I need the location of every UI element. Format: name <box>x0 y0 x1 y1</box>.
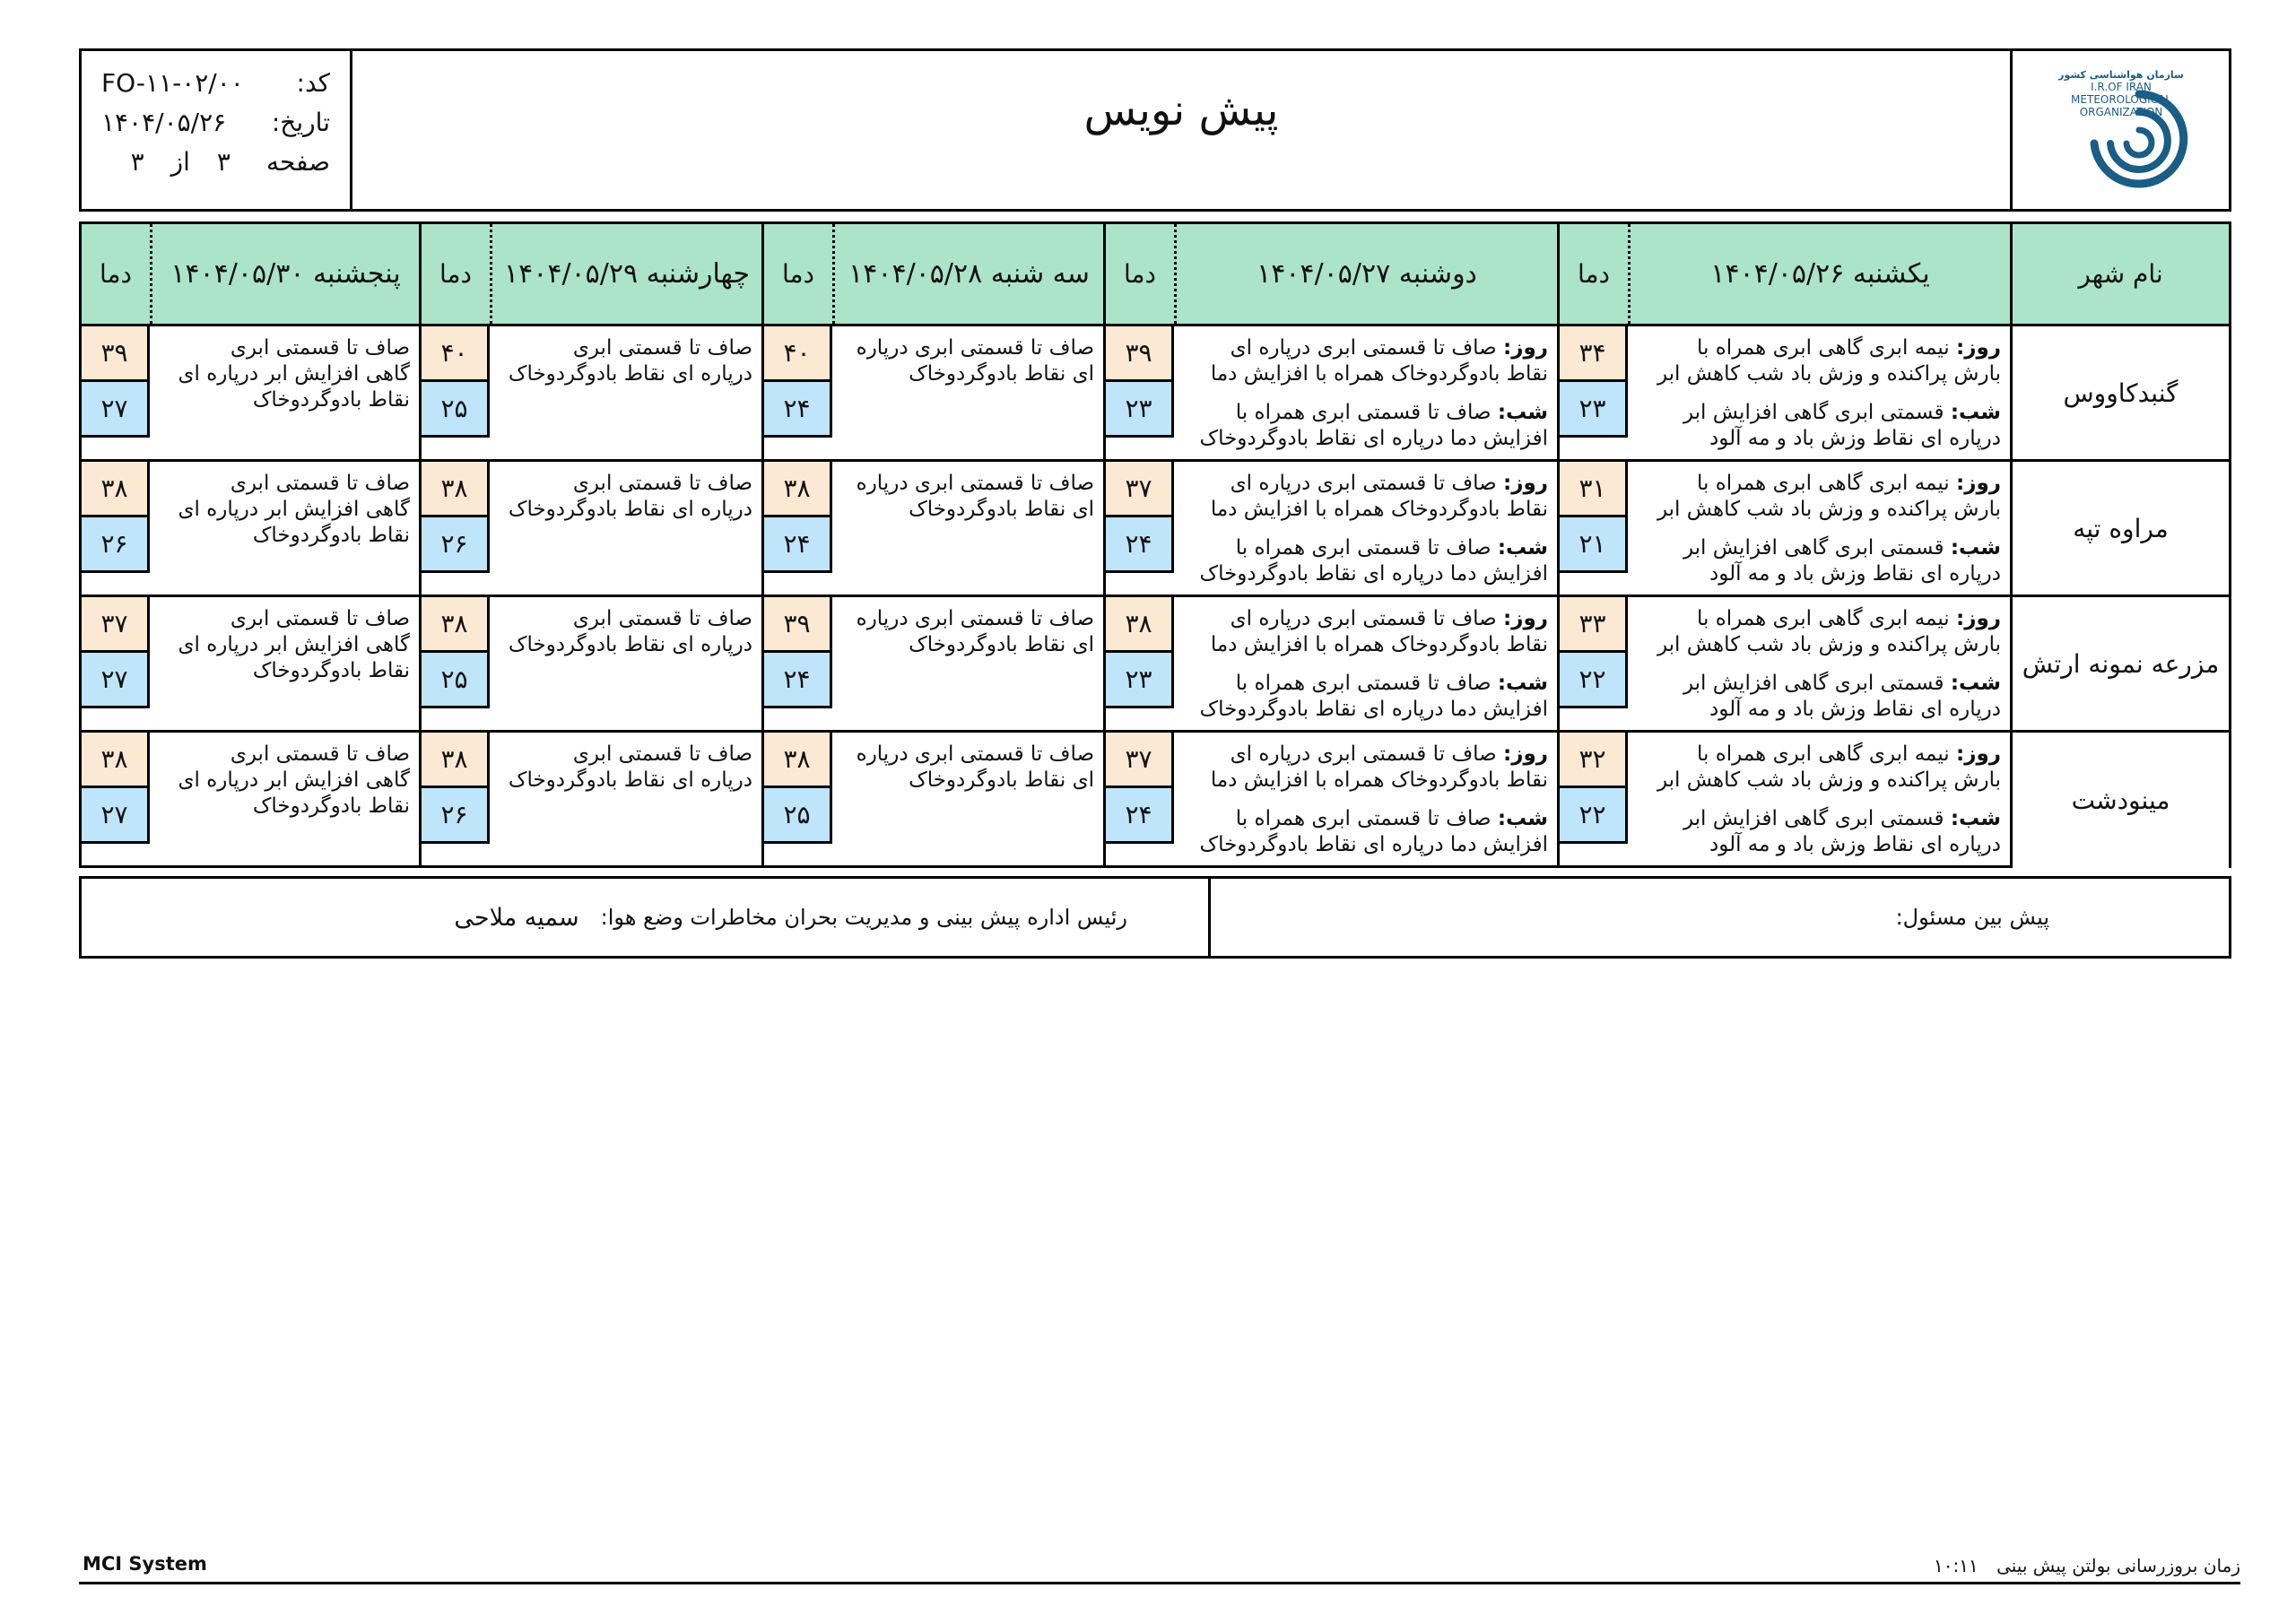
night-text-1: صاف تا قسمتی ابری همراه با <box>1235 807 1492 830</box>
forecast-cell-day-4 <box>419 462 761 595</box>
day-name-1: یکشنبه ۱۴۰۴/۰۵/۲۶ <box>1628 224 2010 324</box>
forecast-description <box>150 326 419 459</box>
text-line-2: ای نقاط بادوگردوخاک <box>909 362 1094 386</box>
day-label: روز: <box>1956 607 2001 630</box>
temperature-cells <box>82 733 150 868</box>
min-temp: ۲۵ <box>422 653 490 708</box>
night-line-1 <box>1181 535 1548 561</box>
max-temp: ۳۸ <box>422 462 490 517</box>
page-label: صفحه <box>265 147 330 177</box>
text-line-1: صاف تا قسمتی ابری درپاره <box>856 742 1094 766</box>
day-text-2: بارش پراکنده و وزش باد شب کاهش ابر <box>1657 633 2001 656</box>
min-temp: ۲۲ <box>1560 788 1628 844</box>
forecast-description <box>832 733 1103 868</box>
text-line-1: صاف تا قسمتی ابری <box>572 472 752 495</box>
forecast-cell-day-5 <box>82 462 419 595</box>
temperature-cells <box>1106 326 1174 459</box>
night-text-1: صاف تا قسمتی ابری همراه با <box>1235 401 1492 424</box>
forecast-description <box>150 462 419 595</box>
night-text-1: قسمتی ابری گاهی افزایش ابر <box>1683 401 1944 424</box>
logo-area <box>2010 51 2229 209</box>
table-row <box>82 733 2229 868</box>
text-line-1: صاف تا قسمتی ابری <box>572 607 752 630</box>
forecast-cell-day-2 <box>1103 462 1557 595</box>
day-text-2: نقاط بادوگردوخاک همراه با افزایش دما <box>1210 498 1548 521</box>
forecast-description <box>1628 462 2010 595</box>
day-header-3 <box>761 224 1103 324</box>
temp-header-4: دما <box>439 259 472 289</box>
day-text-2: بارش پراکنده و وزش باد شب کاهش ابر <box>1657 768 2001 792</box>
min-temp: ۲۷ <box>82 653 150 708</box>
forecast-cell-day-3 <box>761 597 1103 730</box>
forecast-description <box>1174 597 1557 730</box>
forecast-cell-day-2 <box>1103 733 1557 868</box>
text-line-2: گاهی افزایش ابر درپاره ای <box>178 362 410 386</box>
forecast-description <box>490 597 761 730</box>
document-header <box>79 48 2231 212</box>
day-line-1 <box>1635 606 2001 632</box>
department-head-cell <box>82 879 1208 956</box>
forecast-cell-day-1 <box>1557 326 2010 459</box>
text-line-2: ای نقاط بادوگردوخاک <box>909 768 1094 792</box>
title-area <box>352 51 2010 209</box>
day-name-2: دوشنبه ۱۴۰۴/۰۵/۲۷ <box>1174 224 1557 324</box>
text-line-1: صاف تا قسمتی ابری درپاره <box>856 336 1094 360</box>
night-label: شب: <box>1950 536 2001 560</box>
day-line-1 <box>1635 335 2001 361</box>
text-line-1: صاف تا قسمتی ابری <box>230 607 410 630</box>
min-temp: ۲۴ <box>764 517 832 573</box>
day-name-3: سه شنبه ۱۴۰۴/۰۵/۲۸ <box>832 224 1103 324</box>
max-temp: ۳۱ <box>1560 462 1628 517</box>
night-text-2: افزایش دما درپاره ای نقاط بادوگردوخاک <box>1199 427 1548 450</box>
forecast-description <box>490 326 761 459</box>
temperature-cells <box>1560 326 1628 459</box>
min-temp: ۲۷ <box>82 788 150 844</box>
forecast-description <box>490 462 761 595</box>
day-text-2: نقاط بادوگردوخاک همراه با افزایش دما <box>1210 633 1548 656</box>
day-name-4: چهارشنبه ۱۴۰۴/۰۵/۲۹ <box>490 224 761 324</box>
temp-header-2: دما <box>1124 259 1156 289</box>
day-line-1 <box>1635 742 2001 768</box>
temperature-cells <box>764 462 832 595</box>
city-name: مراوه تپه <box>2010 462 2229 595</box>
text-line-3: نقاط بادوگردوخاک <box>252 524 410 547</box>
min-temp: ۲۱ <box>1560 517 1628 573</box>
max-temp: ۳۴ <box>1560 326 1628 382</box>
min-temp: ۲۳ <box>1106 382 1174 438</box>
night-text-2: درپاره ای نقاط وزش باد و مه آلود <box>1709 833 2001 856</box>
night-label: شب: <box>1497 807 1548 830</box>
signature-box <box>79 876 2231 959</box>
department-head-name: سمیه ملاحی <box>454 903 579 932</box>
min-temp: ۲۲ <box>1560 653 1628 708</box>
night-label: شب: <box>1497 401 1548 424</box>
update-time-value: ۱۰:۱۱ <box>1934 1555 1979 1576</box>
max-temp: ۳۳ <box>1560 597 1628 653</box>
text-line-2: درپاره ای نقاط بادوگردوخاک <box>508 498 752 521</box>
temperature-cells <box>1106 462 1174 595</box>
forecast-description <box>490 733 761 868</box>
city-name: گنبدکاووس <box>2010 326 2229 459</box>
date-row <box>101 103 330 143</box>
night-text-1: صاف تا قسمتی ابری همراه با <box>1235 672 1492 695</box>
text-line-2: گاهی افزایش ابر درپاره ای <box>178 768 410 792</box>
logo-text-fa: سازمان هواشناسی کشور <box>2057 69 2184 81</box>
logo-text-en-2: METEOROLOGICAL <box>2070 93 2171 106</box>
night-text-1: قسمتی ابری گاهی افزایش ابر <box>1683 807 1944 830</box>
forecast-cell-day-1 <box>1557 462 2010 595</box>
day-label: روز: <box>1956 742 2001 766</box>
city-name: مزرعه نمونه ارتش <box>2010 597 2229 730</box>
forecast-cell-day-5 <box>82 326 419 459</box>
min-temp: ۲۴ <box>1106 788 1174 844</box>
forecast-cell-day-2 <box>1103 326 1557 459</box>
text-line-2: گاهی افزایش ابر درپاره ای <box>178 498 410 521</box>
day-text-1: نیمه ابری گاهی ابری همراه با <box>1696 472 1950 495</box>
min-temp: ۲۳ <box>1106 653 1174 708</box>
forecast-description <box>1628 733 2010 868</box>
min-temp: ۲۵ <box>422 382 490 438</box>
text-line-2: ای نقاط بادوگردوخاک <box>909 498 1094 521</box>
day-header-5 <box>82 224 419 324</box>
table-row <box>82 462 2229 597</box>
update-time <box>1934 1555 2240 1576</box>
day-line-1 <box>1181 742 1548 768</box>
forecaster-label: پیش بین مسئول: <box>1895 905 2049 930</box>
temperature-cells <box>764 326 832 459</box>
temp-header-5: دما <box>100 259 132 289</box>
forecast-cell-day-4 <box>419 326 761 459</box>
day-header-4 <box>419 224 761 324</box>
max-temp: ۳۸ <box>764 733 832 788</box>
system-name: MCI System <box>83 1553 207 1575</box>
day-header-1 <box>1557 224 2010 324</box>
day-text-1: صاف تا قسمتی ابری درپاره ای <box>1230 336 1497 360</box>
night-text-1: قسمتی ابری گاهی افزایش ابر <box>1683 536 1944 560</box>
max-temp: ۴۰ <box>422 326 490 382</box>
forecast-description <box>832 597 1103 730</box>
day-text-1: صاف تا قسمتی ابری درپاره ای <box>1230 472 1497 495</box>
max-temp: ۴۰ <box>764 326 832 382</box>
day-text-2: بارش پراکنده و وزش باد شب کاهش ابر <box>1657 498 2001 521</box>
max-temp: ۳۸ <box>82 462 150 517</box>
max-temp: ۳۸ <box>422 733 490 788</box>
forecast-description <box>1174 733 1557 868</box>
table-header-row <box>82 224 2229 326</box>
night-text-2: درپاره ای نقاط وزش باد و مه آلود <box>1709 562 2001 586</box>
forecast-description <box>1628 597 2010 730</box>
day-line-1 <box>1635 471 2001 497</box>
temperature-cells <box>422 326 490 459</box>
temperature-cells <box>82 462 150 595</box>
min-temp: ۲۵ <box>764 788 832 844</box>
day-line-1 <box>1181 471 1548 497</box>
night-text-2: درپاره ای نقاط وزش باد و مه آلود <box>1709 698 2001 721</box>
night-text-2: افزایش دما درپاره ای نقاط بادوگردوخاک <box>1199 698 1548 721</box>
max-temp: ۳۸ <box>422 597 490 653</box>
forecast-cell-day-5 <box>82 733 419 868</box>
day-text-1: نیمه ابری گاهی ابری همراه با <box>1696 607 1950 630</box>
forecast-cell-day-3 <box>761 326 1103 459</box>
text-line-1: صاف تا قسمتی ابری <box>572 336 752 360</box>
night-line-1 <box>1635 535 2001 561</box>
text-line-1: صاف تا قسمتی ابری <box>230 336 410 360</box>
forecast-cell-day-4 <box>419 597 761 730</box>
logo-text-en-3: ORGANIZATION <box>2079 106 2162 118</box>
page-row <box>101 143 330 182</box>
forecast-description <box>1174 326 1557 459</box>
night-line-1 <box>1181 400 1548 426</box>
forecast-description <box>1628 326 2010 459</box>
day-text-2: بارش پراکنده و وزش باد شب کاهش ابر <box>1657 362 2001 386</box>
day-text-2: نقاط بادوگردوخاک همراه با افزایش دما <box>1210 362 1548 386</box>
max-temp: ۳۷ <box>1106 733 1174 788</box>
temperature-cells <box>422 462 490 595</box>
max-temp: ۳۷ <box>82 597 150 653</box>
temperature-cells <box>82 326 150 459</box>
temperature-cells <box>1106 733 1174 868</box>
night-line-1 <box>1181 671 1548 697</box>
day-line-1 <box>1181 335 1548 361</box>
temperature-cells <box>422 733 490 868</box>
night-line-1 <box>1635 400 2001 426</box>
forecast-description <box>150 733 419 868</box>
min-temp: ۲۴ <box>764 382 832 438</box>
night-text-2: افزایش دما درپاره ای نقاط بادوگردوخاک <box>1199 833 1548 856</box>
night-label: شب: <box>1497 672 1548 695</box>
max-temp: ۳۸ <box>1106 597 1174 653</box>
day-label: روز: <box>1503 336 1548 360</box>
forecast-cell-day-1 <box>1557 597 2010 730</box>
min-temp: ۲۶ <box>82 517 150 573</box>
forecast-description <box>1174 462 1557 595</box>
day-name-5: پنجشنبه ۱۴۰۴/۰۵/۳۰ <box>150 224 419 324</box>
city-column-header: نام شهر <box>2010 224 2229 324</box>
page-total: ۳ <box>130 147 144 177</box>
logo-text-en-1: I.R.OF IRAN <box>2090 81 2152 93</box>
day-header-2 <box>1103 224 1557 324</box>
forecast-cell-day-4 <box>419 733 761 868</box>
max-temp: ۳۹ <box>764 597 832 653</box>
text-line-2: درپاره ای نقاط بادوگردوخاک <box>508 768 752 792</box>
min-temp: ۲۳ <box>1560 382 1628 438</box>
document-meta <box>82 51 352 209</box>
update-label: زمان بروزرسانی بولتن پیش بینی <box>1996 1555 2240 1576</box>
night-label: شب: <box>1950 672 2001 695</box>
night-label: شب: <box>1497 536 1548 560</box>
day-text-1: نیمه ابری گاهی ابری همراه با <box>1696 742 1950 766</box>
text-line-2: درپاره ای نقاط بادوگردوخاک <box>508 633 752 656</box>
forecast-table <box>79 221 2231 868</box>
temperature-cells <box>764 597 832 730</box>
forecast-description <box>150 597 419 730</box>
night-text-2: افزایش دما درپاره ای نقاط بادوگردوخاک <box>1199 562 1548 586</box>
min-temp: ۲۴ <box>764 653 832 708</box>
page-of: از <box>170 147 190 177</box>
text-line-1: صاف تا قسمتی ابری درپاره <box>856 472 1094 495</box>
night-line-1 <box>1635 671 2001 697</box>
day-label: روز: <box>1503 742 1548 766</box>
text-line-3: نقاط بادوگردوخاک <box>252 659 410 682</box>
min-temp: ۲۴ <box>1106 517 1174 573</box>
forecast-cell-day-2 <box>1103 597 1557 730</box>
forecast-cell-day-3 <box>761 733 1103 868</box>
text-line-3: نقاط بادوگردوخاک <box>252 794 410 818</box>
temp-header-3: دما <box>782 259 814 289</box>
temperature-cells <box>82 597 150 730</box>
forecast-cell-day-3 <box>761 462 1103 595</box>
forecast-cell-day-1 <box>1557 733 2010 868</box>
min-temp: ۲۶ <box>422 788 490 844</box>
max-temp: ۳۸ <box>764 462 832 517</box>
department-head-label: رئیس اداره پیش بینی و مدیریت بحران مخاطرات وضع هوا: <box>600 905 1127 930</box>
table-row <box>82 326 2229 462</box>
day-label: روز: <box>1956 336 2001 360</box>
city-name: مینودشت <box>2010 733 2229 868</box>
table-row <box>82 597 2229 733</box>
forecast-cell-day-5 <box>82 597 419 730</box>
text-line-2: گاهی افزایش ابر درپاره ای <box>178 633 410 656</box>
day-text-2: نقاط بادوگردوخاک همراه با افزایش دما <box>1210 768 1548 792</box>
day-label: روز: <box>1503 472 1548 495</box>
page-current: ۳ <box>216 147 230 177</box>
code-value: FO-۱۱-۰۲/۰۰ <box>101 68 244 98</box>
day-label: روز: <box>1503 607 1548 630</box>
max-temp: ۳۹ <box>82 326 150 382</box>
text-line-1: صاف تا قسمتی ابری <box>230 742 410 766</box>
day-line-1 <box>1181 606 1548 632</box>
temperature-cells <box>1560 733 1628 868</box>
temperature-cells <box>764 733 832 868</box>
forecaster-cell <box>1208 879 2229 956</box>
day-text-1: صاف تا قسمتی ابری درپاره ای <box>1230 607 1497 630</box>
forecast-description <box>832 326 1103 459</box>
text-line-1: صاف تا قسمتی ابری <box>572 742 752 766</box>
text-line-3: نقاط بادوگردوخاک <box>252 388 410 412</box>
temperature-cells <box>1106 597 1174 730</box>
day-text-1: نیمه ابری گاهی ابری همراه با <box>1696 336 1950 360</box>
temperature-cells <box>1560 597 1628 730</box>
min-temp: ۲۶ <box>422 517 490 573</box>
min-temp: ۲۷ <box>82 382 150 438</box>
temp-header-1: دما <box>1578 259 1610 289</box>
text-line-1: صاف تا قسمتی ابری <box>230 472 410 495</box>
code-row <box>101 64 330 103</box>
night-text-2: درپاره ای نقاط وزش باد و مه آلود <box>1709 427 2001 450</box>
night-text-1: قسمتی ابری گاهی افزایش ابر <box>1683 672 1944 695</box>
text-line-1: صاف تا قسمتی ابری درپاره <box>856 607 1094 630</box>
night-label: شب: <box>1950 401 2001 424</box>
day-text-1: صاف تا قسمتی ابری درپاره ای <box>1230 742 1497 766</box>
max-temp: ۳۸ <box>82 733 150 788</box>
night-line-1 <box>1635 806 2001 832</box>
temperature-cells <box>422 597 490 730</box>
night-text-1: صاف تا قسمتی ابری همراه با <box>1235 536 1492 560</box>
text-line-2: درپاره ای نقاط بادوگردوخاک <box>508 362 752 386</box>
max-temp: ۳۹ <box>1106 326 1174 382</box>
text-line-2: ای نقاط بادوگردوخاک <box>909 633 1094 656</box>
forecast-description <box>832 462 1103 595</box>
meteorological-organization-logo <box>2031 58 2211 202</box>
night-line-1 <box>1181 806 1548 832</box>
date-value: ۱۴۰۴/۰۵/۲۶ <box>101 108 227 137</box>
code-label: کد: <box>296 68 330 98</box>
date-label: تاریخ: <box>271 108 330 137</box>
footer-divider <box>79 1582 2240 1584</box>
day-label: روز: <box>1956 472 2001 495</box>
max-temp: ۳۷ <box>1106 462 1174 517</box>
temperature-cells <box>1560 462 1628 595</box>
night-label: شب: <box>1950 807 2001 830</box>
max-temp: ۳۲ <box>1560 733 1628 788</box>
page-title: پیش نویس <box>1083 85 1279 135</box>
